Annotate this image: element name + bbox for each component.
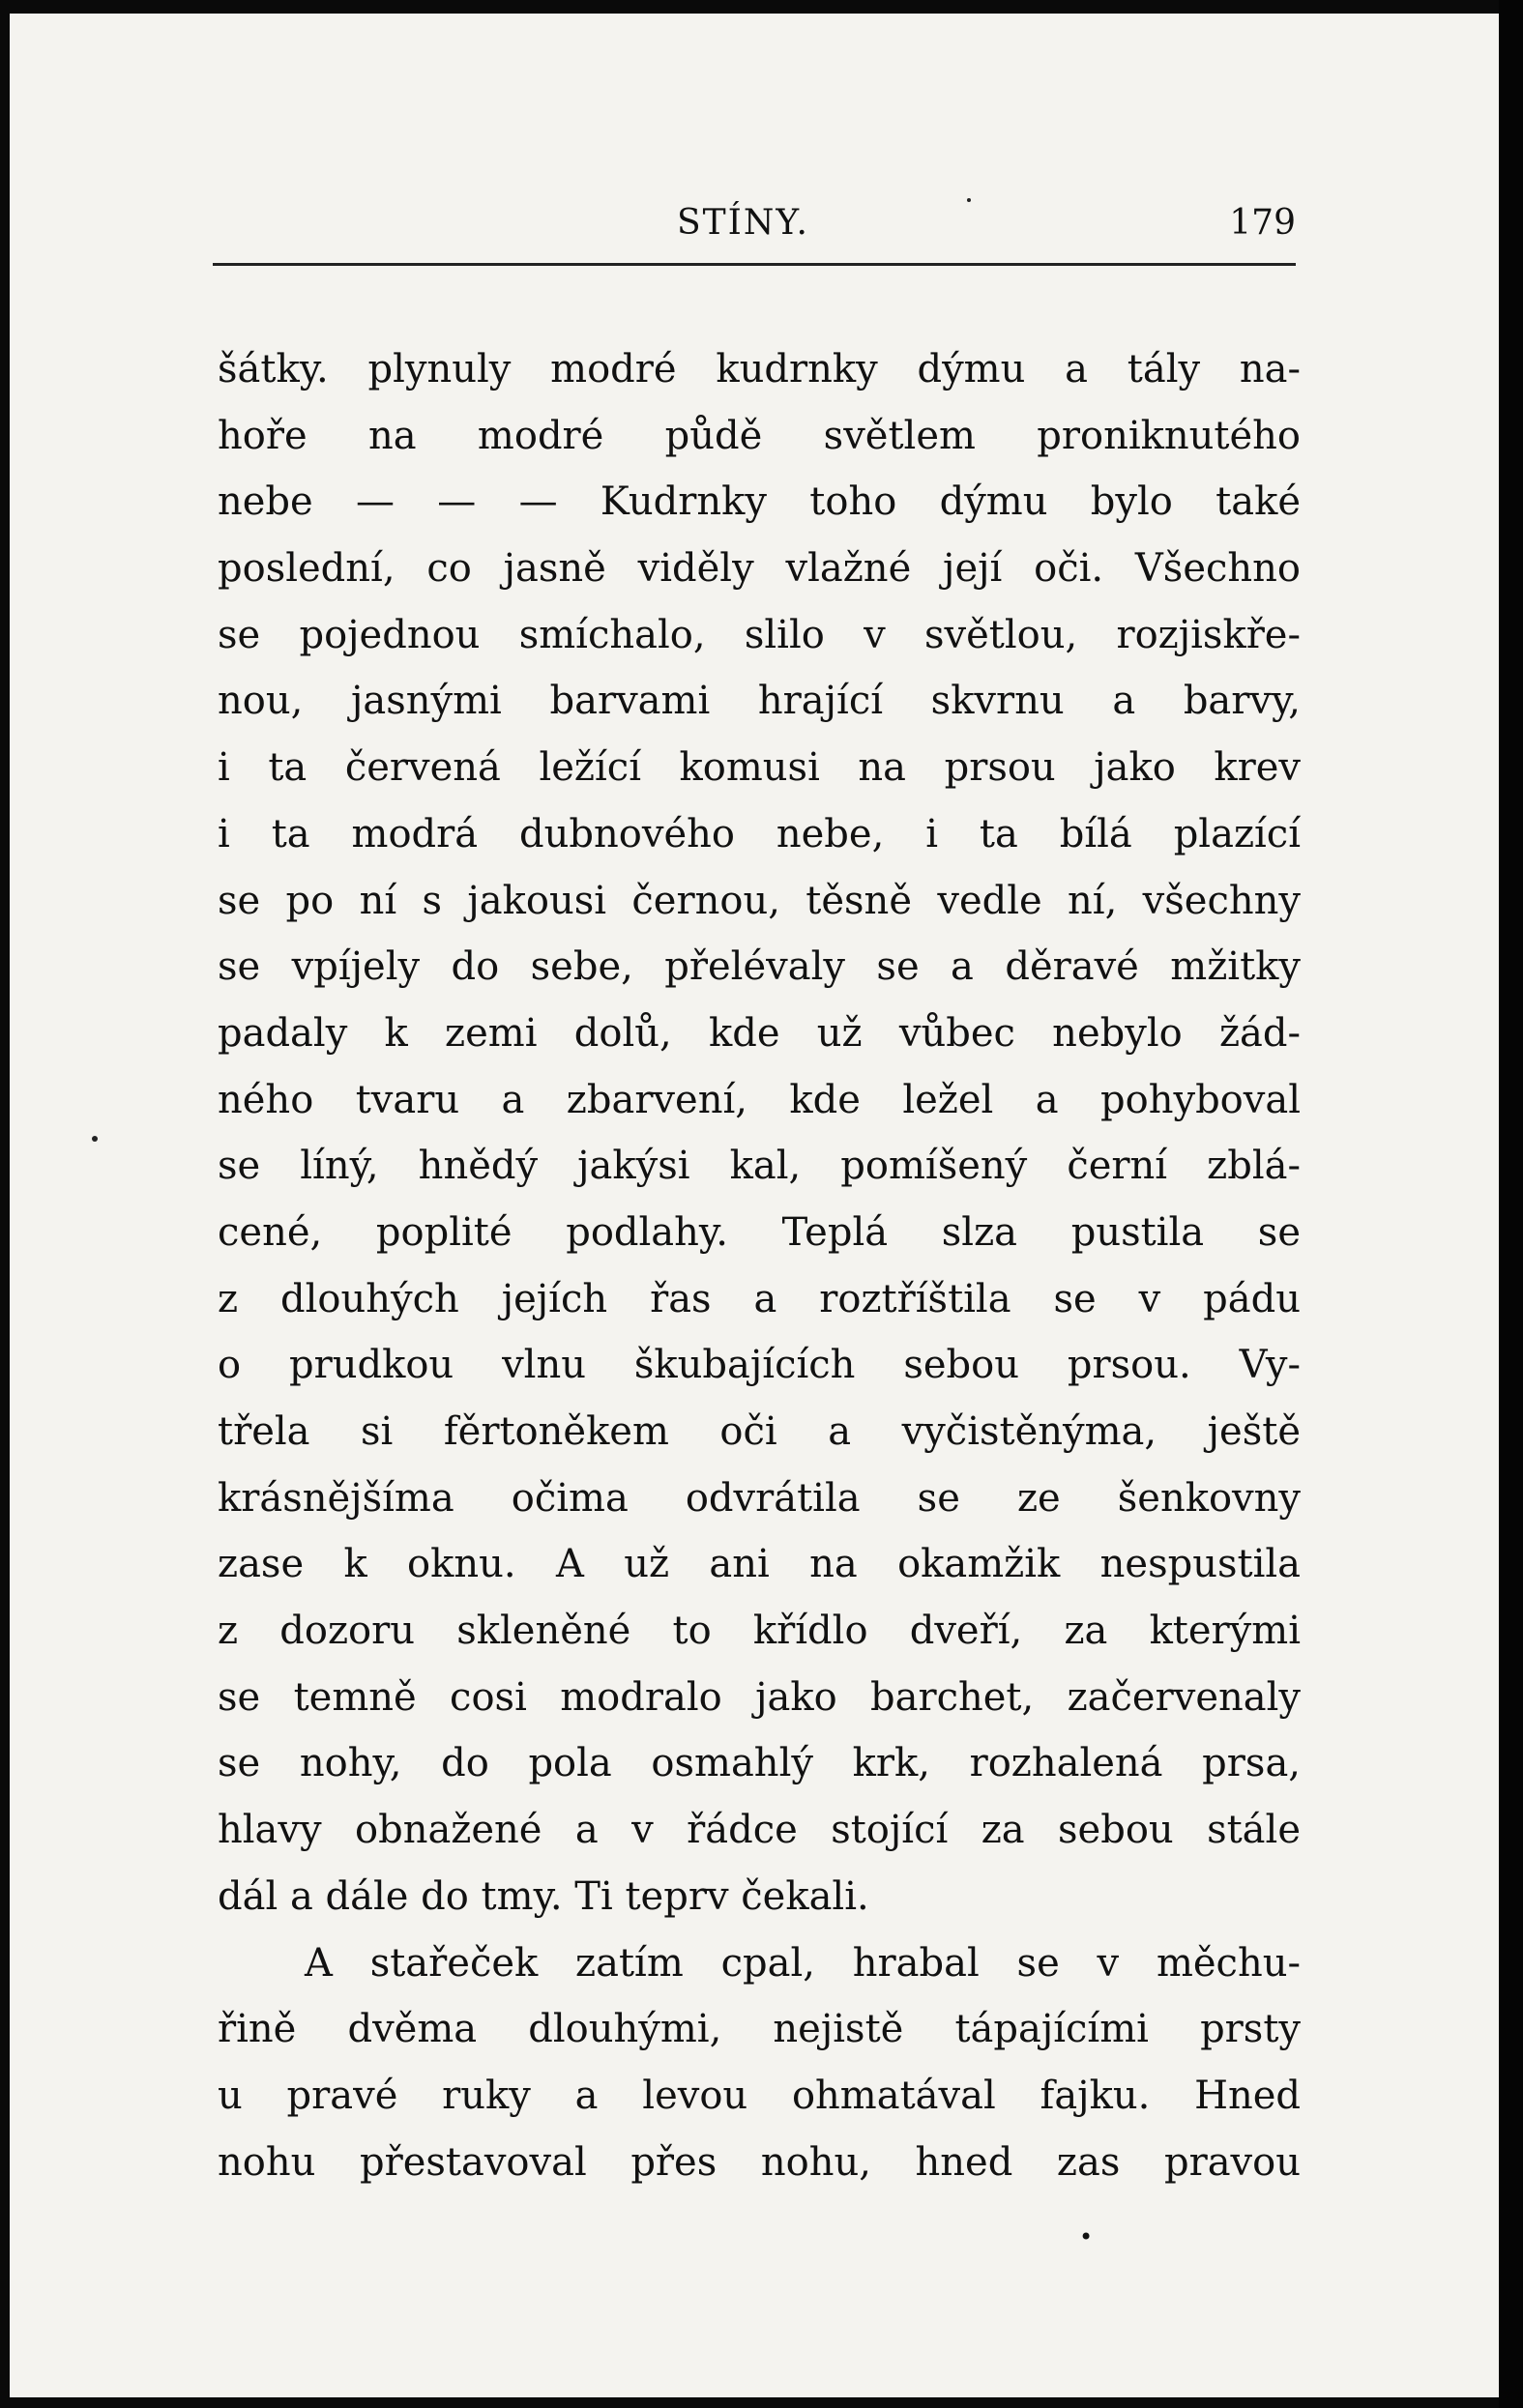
text-line: řině dvěma dlouhými, nejistě tápajícími prsty [218, 2007, 1301, 2052]
text-line: poslední, co jasně viděly vlažné její oči. Všechno [218, 546, 1301, 592]
text-line: se nohy, do pola osmahlý krk, rozhalená prsa, [218, 1741, 1301, 1786]
text-line: hlavy obnažené a v řádce stojící za sebou stále [218, 1808, 1301, 1853]
signature-mark: • [1079, 2223, 1094, 2250]
text-line: A stařeček zatím cpal, hrabal se v měchu- [305, 1940, 1301, 1986]
page-number: 179 [1229, 203, 1296, 243]
text-line: nohu přestavoval přes nohu, hned zas pravou [218, 2139, 1301, 2185]
text-line: šátky. plynuly modré kudrnky dýmu a tály na- [218, 347, 1301, 392]
text-line: krásnějšíma očima odvrátila se ze šenkovny [218, 1475, 1301, 1521]
text-line: u pravé ruky a levou ohmatával fajku. Hned [218, 2073, 1301, 2118]
running-title: STÍNY. [677, 203, 809, 243]
text-line: nou, jasnými barvami hrající skvrnu a barvy, [218, 679, 1301, 724]
text-line: hoře na modré půdě světlem proniknutého [218, 413, 1301, 458]
scan-edge [1499, 0, 1523, 2408]
text-line: zase k oknu. A už ani na okamžik nespustila [218, 1542, 1301, 1587]
text-line: i ta červená ležící komusi na prsou jako krev [218, 745, 1301, 791]
text-line: z dozoru skleněné to křídlo dveří, za kterými [218, 1609, 1301, 1654]
text-line: se líný, hnědý jakýsi kal, pomíšený černí zblá- [218, 1144, 1301, 1189]
text-line: se po ní s jakousi černou, těsně vedle ní, všechny [218, 878, 1301, 923]
text-line: i ta modrá dubnového nebe, i ta bílá plazící [218, 811, 1301, 856]
text-line: se pojednou smíchalo, slilo v světlou, rozjiskře- [218, 612, 1301, 657]
text-line: padaly k zemi dolů, kde už vůbec nebylo žád- [218, 1010, 1301, 1056]
paragraph-2 [218, 1930, 1301, 2196]
scan-speck [967, 198, 971, 202]
text-line: se temně cosi modralo jako barchet, začervenaly [218, 1674, 1301, 1720]
text-line: třela si fěrtoněkem oči a vyčistěnýma, ještě [218, 1409, 1301, 1454]
text-line: z dlouhých jejích řas a roztříštila se v pádu [218, 1276, 1301, 1321]
page-header [213, 193, 1296, 251]
text-line: dál a dále do tmy. Ti teprv čekali. [218, 1873, 869, 1919]
body-text [218, 336, 1301, 2195]
text-line: ného tvaru a zbarvení, kde ležel a pohyboval [218, 1077, 1301, 1122]
paragraph-1 [218, 336, 1301, 1930]
text-line: nebe — — — Kudrnky toho dýmu bylo také [218, 479, 1301, 525]
text-line: cené, poplité podlahy. Teplá slza pustila se [218, 1209, 1301, 1255]
text-line: o prudkou vlnu škubajících sebou prsou. Vy- [218, 1343, 1301, 1388]
header-rule [213, 263, 1296, 266]
text-line: se vpíjely do sebe, přelévaly se a děravé mžitky [218, 944, 1301, 990]
scan-speck [92, 1136, 98, 1142]
